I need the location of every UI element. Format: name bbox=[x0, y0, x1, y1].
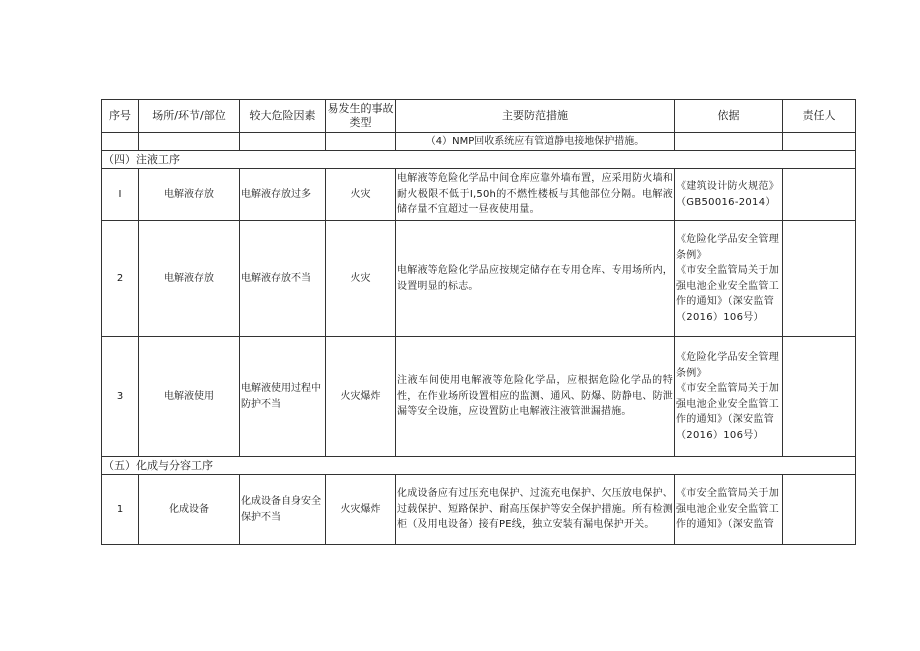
table-row bbox=[102, 169, 856, 221]
header-owner: 责任人 bbox=[783, 100, 856, 133]
header-measures: 主要防范措施 bbox=[396, 100, 675, 133]
basis-line: 《市安全监管局关于加强电池企业安全监管工作的通知》（深安监管（2016）106号） bbox=[676, 383, 779, 441]
table-row bbox=[102, 221, 856, 337]
row-place: 电解液使用 bbox=[139, 337, 240, 457]
row-hazard: 化成设备自身安全保护不当 bbox=[240, 475, 326, 545]
section-title: （五）化成与分容工序 bbox=[102, 457, 856, 475]
table-header-row bbox=[102, 100, 856, 133]
row-place: 化成设备 bbox=[139, 475, 240, 545]
row-place: 电解液存放 bbox=[139, 169, 240, 221]
row-measure: 注液车间使用电解液等危险化学品，应根据危险化学品的特性，在作业场所设置相应的监测、通风、防爆、防静电、防泄漏等安全设施，应设置防止电解液注液管泄漏措施。 bbox=[396, 337, 675, 457]
row-owner bbox=[783, 337, 856, 457]
continuation-row bbox=[102, 133, 856, 151]
row-index: 3 bbox=[102, 337, 139, 457]
row-accident: 火灾爆炸 bbox=[326, 337, 396, 457]
row-basis bbox=[675, 475, 783, 545]
basis-line: 《市安全监管局关于加强电池企业安全监管工作的通知》（深安监管 bbox=[676, 488, 779, 531]
row-hazard: 电解液使用过程中防护不当 bbox=[240, 337, 326, 457]
row-basis bbox=[675, 221, 783, 337]
row-measure: 电解液等危险化学品中间仓库应靠外墙布置，应采用防火墙和耐火极限不低于I,50h的不燃性楼板与其他部位分隔。电解液储存量不宜超过一昼夜使用量。 bbox=[396, 169, 675, 221]
row-place: 电解液存放 bbox=[139, 221, 240, 337]
risk-table bbox=[101, 99, 856, 545]
section-row bbox=[102, 457, 856, 475]
table-row bbox=[102, 475, 856, 545]
basis-line: 《危险化学品安全管理条例》 bbox=[676, 234, 779, 261]
row-basis bbox=[675, 169, 783, 221]
continuation-measure: （4）NMP回收系统应有管道静电接地保护措施。 bbox=[396, 133, 675, 151]
row-owner bbox=[783, 169, 856, 221]
row-owner bbox=[783, 475, 856, 545]
row-accident: 火灾爆炸 bbox=[326, 475, 396, 545]
header-hazard: 较大危险因素 bbox=[240, 100, 326, 133]
section-row bbox=[102, 151, 856, 169]
row-accident: 火灾 bbox=[326, 221, 396, 337]
header-place: 场所/环节/部位 bbox=[139, 100, 240, 133]
table-row bbox=[102, 337, 856, 457]
row-hazard: 电解液存放过多 bbox=[240, 169, 326, 221]
row-basis bbox=[675, 337, 783, 457]
row-owner bbox=[783, 221, 856, 337]
row-index: I bbox=[102, 169, 139, 221]
section-title: （四）注液工序 bbox=[102, 151, 856, 169]
header-index: 序号 bbox=[102, 100, 139, 133]
header-basis: 依据 bbox=[675, 100, 783, 133]
row-hazard: 电解液存放不当 bbox=[240, 221, 326, 337]
basis-line: 《危险化学品安全管理条例》 bbox=[676, 352, 779, 379]
row-accident: 火灾 bbox=[326, 169, 396, 221]
row-index: 2 bbox=[102, 221, 139, 337]
row-index: 1 bbox=[102, 475, 139, 545]
row-measure: 电解液等危险化学品应按规定储存在专用仓库、专用场所内，设置明显的标志。 bbox=[396, 221, 675, 337]
row-measure: 化成设备应有过压充电保护、过流充电保护、欠压放电保护、过载保护、短路保护、耐高压保护等安全保护措施。所有检测柜（及用电设备）接有PE线，独立安装有漏电保护开关。 bbox=[396, 475, 675, 545]
header-accident: 易发生的事故类型 bbox=[326, 100, 396, 133]
basis-line: 《市安全监管局关于加强电池企业安全监管工作的通知》（深安监管（2016）106号） bbox=[676, 265, 779, 323]
basis-line: 《建筑设计防火规范》（GB50016-2014） bbox=[676, 181, 779, 208]
